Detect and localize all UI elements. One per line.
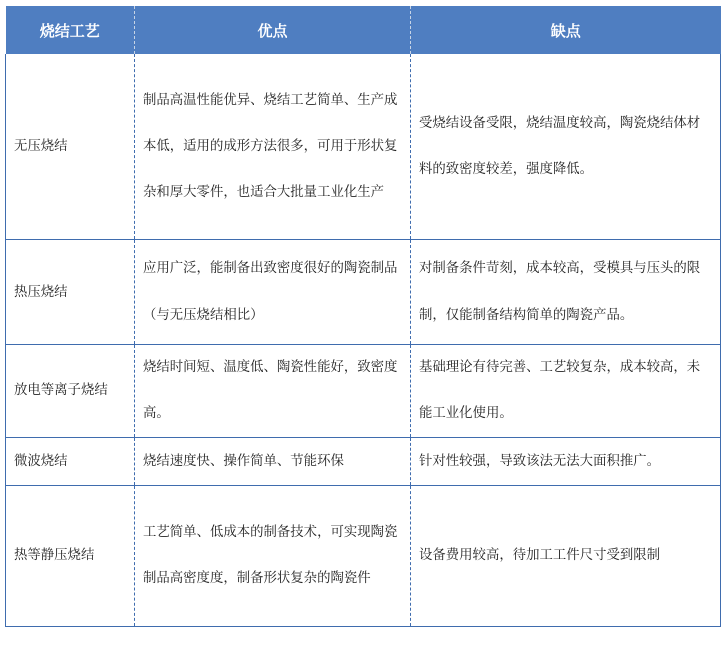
- header-advantages: 优点: [135, 6, 411, 54]
- table-row: [6, 54, 721, 240]
- disadvantages-cell: 受烧结设备受限，烧结温度较高，陶瓷烧结体材料的致密度较差，强度降低。: [411, 54, 721, 240]
- disadvantages-cell: 基础理论有待完善、工艺较复杂，成本较高，未能工业化使用。: [411, 345, 721, 438]
- advantages-cell: 烧结速度快、操作简单、节能环保: [135, 438, 411, 486]
- process-cell: 微波烧结: [6, 438, 135, 486]
- header-process: 烧结工艺: [6, 6, 135, 54]
- advantages-cell: 应用广泛，能制备出致密度很好的陶瓷制品（与无压烧结相比）: [135, 240, 411, 345]
- table-row: [6, 345, 721, 438]
- disadvantages-cell: 针对性较强，导致该法无法大面积推广。: [411, 438, 721, 486]
- disadvantages-cell: 设备费用较高，待加工工件尺寸受到限制: [411, 486, 721, 627]
- process-cell: 放电等离子烧结: [6, 345, 135, 438]
- table-row: [6, 486, 721, 627]
- header-row: [6, 6, 721, 54]
- process-cell: 热压烧结: [6, 240, 135, 345]
- process-cell: 无压烧结: [6, 54, 135, 240]
- advantages-cell: 工艺简单、低成本的制备技术，可实现陶瓷制品高密度度，制备形状复杂的陶瓷件: [135, 486, 411, 627]
- sintering-comparison-table: [5, 6, 721, 627]
- table-row: [6, 438, 721, 486]
- table-row: [6, 240, 721, 345]
- advantages-cell: 制品高温性能优异、烧结工艺简单、生产成本低，适用的成形方法很多，可用于形状复杂和厚大零件，也适合大批量工业化生产: [135, 54, 411, 240]
- process-cell: 热等静压烧结: [6, 486, 135, 627]
- header-disadvantages: 缺点: [411, 6, 721, 54]
- disadvantages-cell: 对制备条件苛刻，成本较高，受模具与压头的限制，仅能制备结构简单的陶瓷产品。: [411, 240, 721, 345]
- advantages-cell: 烧结时间短、温度低、陶瓷性能好，致密度高。: [135, 345, 411, 438]
